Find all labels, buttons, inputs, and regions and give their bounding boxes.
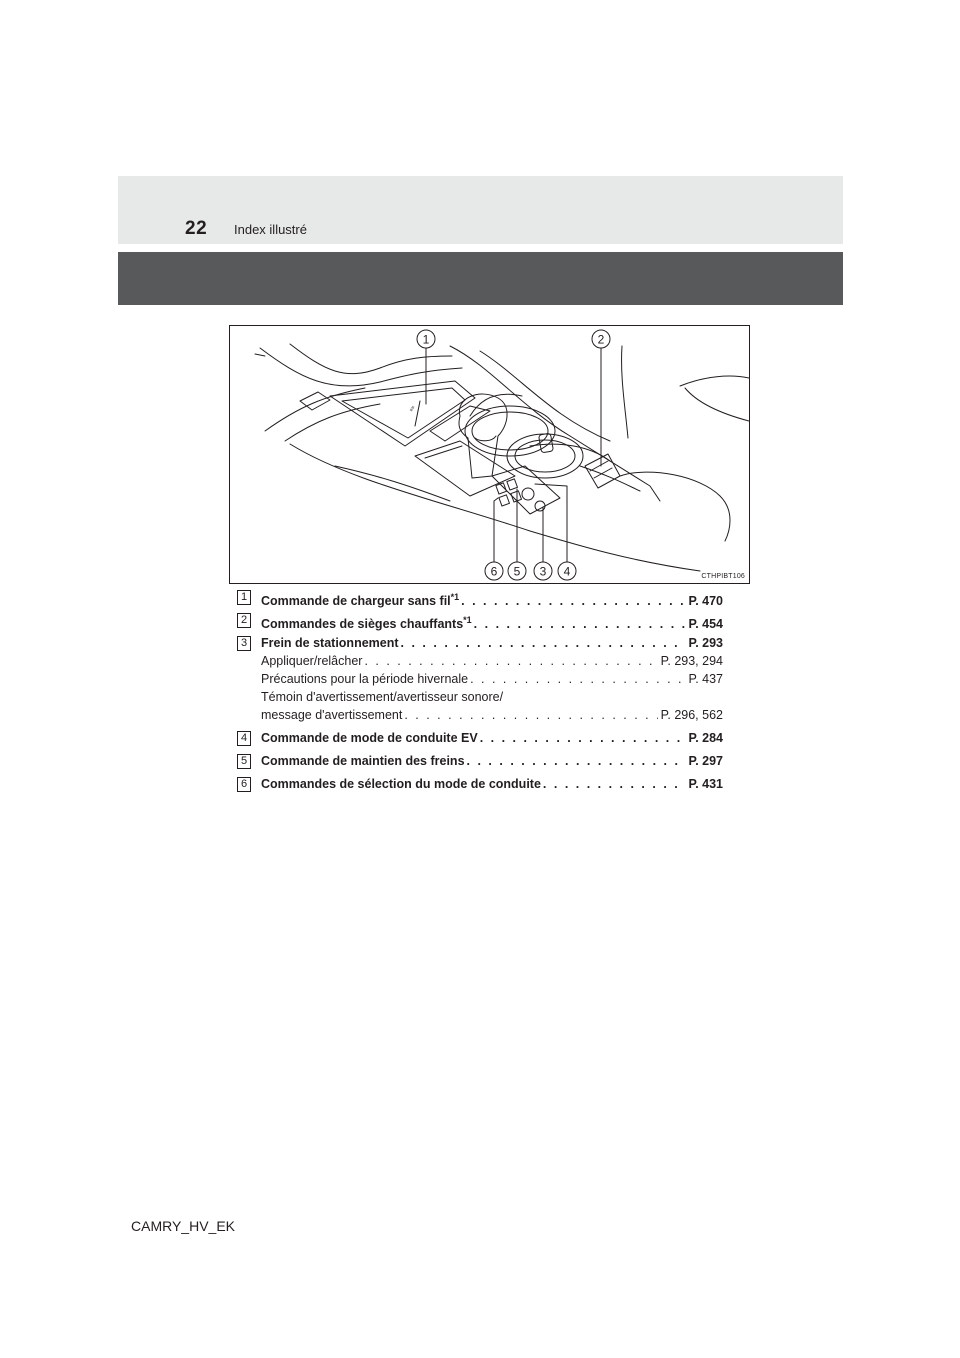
callout-legend [237, 589, 723, 799]
item-line [261, 635, 723, 653]
callout-4 [558, 562, 576, 580]
page-reference: P. 431 [688, 777, 723, 791]
item-label: Commandes de sièges chauffants$^{*1}$ [261, 615, 472, 631]
item-label: Précautions pour la période hivernale [261, 672, 469, 686]
item-label: Frein de stationnement [261, 636, 399, 650]
item-label: Témoin d'avertissement/avertisseur sonore/ [261, 690, 504, 704]
page-reference: P. 297 [688, 754, 723, 768]
callout-2 [592, 330, 610, 348]
legend-item [237, 589, 723, 612]
item-line [261, 589, 723, 612]
item-line [261, 776, 723, 799]
item-line [261, 730, 723, 753]
page-reference: P. 454 [688, 617, 723, 631]
center-console-illustration [229, 325, 750, 584]
svg-text:4: 4 [563, 564, 571, 579]
model-code: CAMRY_HV_EK [131, 1218, 236, 1234]
callout-6 [485, 562, 503, 580]
page-reference: P. 284 [688, 731, 723, 745]
item-label: Commandes de sélection du mode de conduite [261, 777, 541, 791]
item-number: 1 [237, 590, 251, 605]
page-reference: P. 296, 562 [660, 708, 723, 722]
item-subline [261, 653, 723, 671]
item-number: 6 [237, 777, 251, 792]
callout-3 [534, 562, 552, 580]
item-line [261, 753, 723, 776]
header-band [118, 176, 843, 244]
section-banner [118, 252, 843, 305]
item-label: message d'avertissement [261, 708, 403, 722]
page-reference: P. 293, 294 [660, 654, 723, 668]
figure-code: CTHPIBT106 [701, 573, 745, 580]
legend-item [237, 730, 723, 753]
item-label: Appliquer/relâcher [261, 654, 363, 668]
legend-item [237, 612, 723, 635]
item-subline [261, 689, 723, 707]
item-label: Commande de mode de conduite EV [261, 731, 478, 745]
item-subline [261, 707, 723, 730]
item-number: 4 [237, 731, 251, 746]
callout-5 [508, 562, 526, 580]
section-title: Index illustré [234, 222, 307, 237]
page-reference: P. 293 [688, 636, 723, 650]
item-number: 5 [237, 754, 251, 769]
page-reference: P. 470 [688, 594, 723, 608]
legend-item [237, 753, 723, 776]
svg-text:3: 3 [539, 564, 547, 579]
svg-text:6: 6 [490, 564, 498, 579]
svg-text:1: 1 [422, 332, 430, 347]
item-subline [261, 671, 723, 689]
callout-1 [417, 330, 435, 348]
svg-text:5: 5 [513, 564, 521, 579]
item-label: Commande de chargeur sans fil$^{*1}$ [261, 592, 460, 608]
legend-item [237, 776, 723, 799]
svg-text:≡≡: ≡≡ [408, 404, 417, 413]
svg-text:2: 2 [597, 332, 605, 347]
item-number: 2 [237, 613, 251, 628]
page-reference: P. 437 [688, 672, 723, 686]
legend-item [237, 635, 723, 730]
item-label: Commande de maintien des freins [261, 754, 465, 768]
item-line [261, 612, 723, 635]
item-number: 3 [237, 636, 251, 651]
page-number: 22 [185, 218, 208, 239]
console-drawing [230, 326, 749, 583]
